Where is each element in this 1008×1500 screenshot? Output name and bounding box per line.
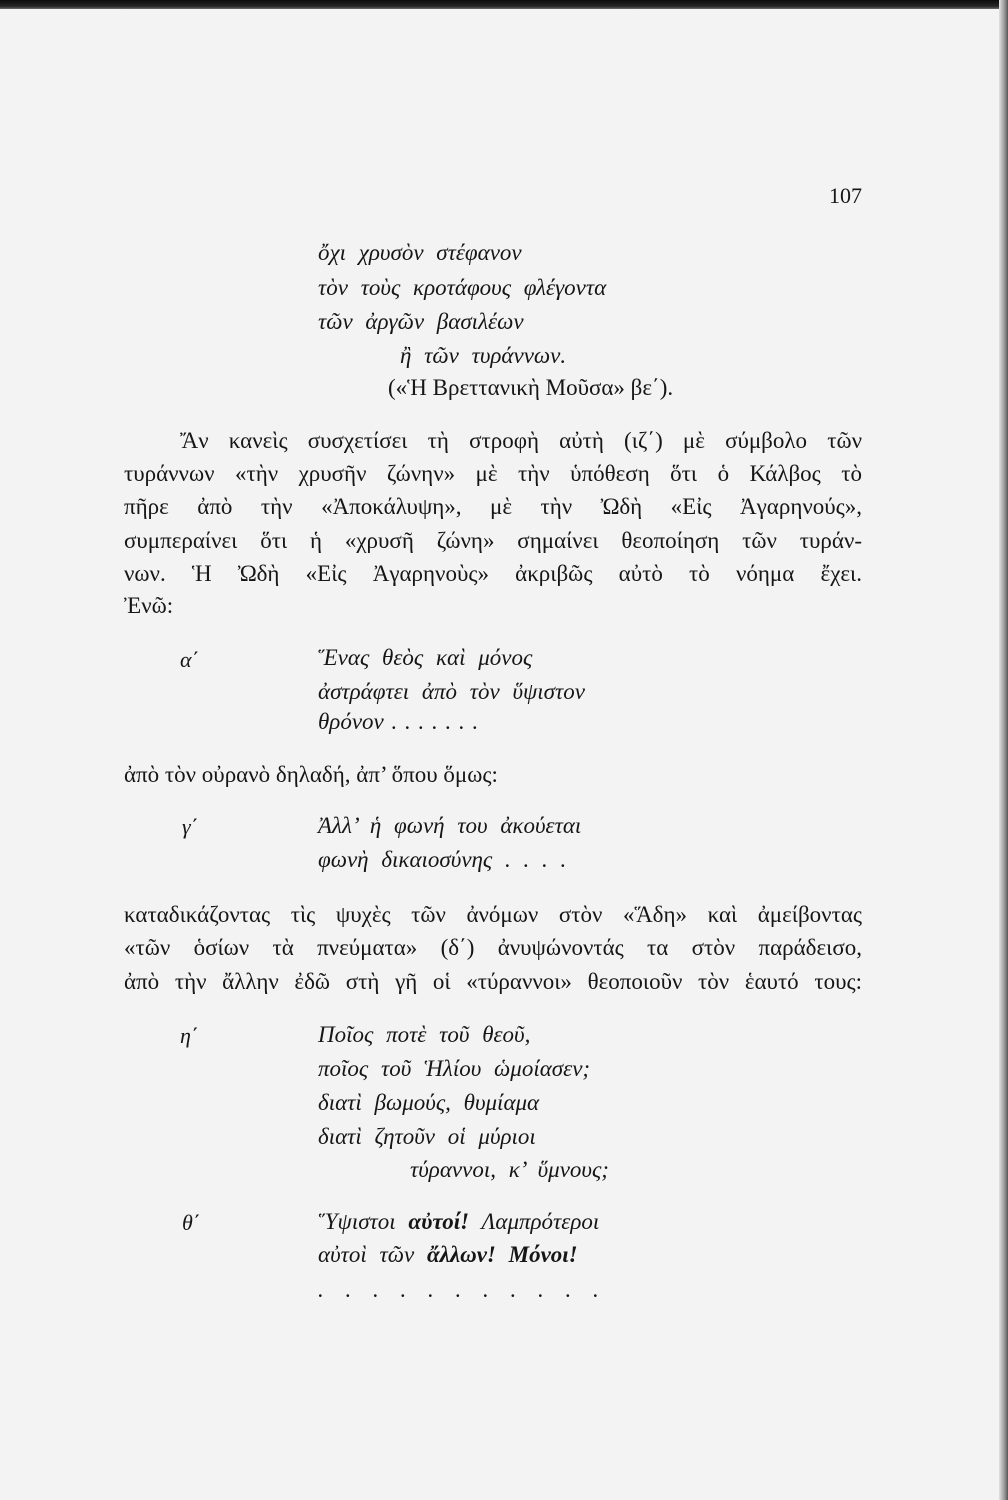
stanza-line: φωνὴ δικαιοσύνης . . . . [318, 847, 567, 872]
scan-right-edge [999, 0, 1008, 1500]
paragraph-line: Ἐνῶ: [124, 593, 174, 618]
paragraph-line: ἀπὸ τὴν ἄλλην ἐδῶ στὴ γῆ οἱ «τύραννοι» θεοποιοῦν τὸν ἑαυτό τους: [124, 969, 862, 994]
stanza-line [318, 1238, 578, 1272]
stanza-line: διατὶ βωμούς, θυμίαμα [318, 1090, 540, 1115]
scan-top-edge [0, 0, 1008, 9]
verse-line: ἢ τῶν τυράννων. [400, 343, 567, 368]
stanza-line: θρόνον . . . . . . . [318, 709, 479, 734]
stanza-line: Ἀλλ’ ἡ φωνή του ἀκούεται [318, 813, 582, 838]
stanza-emphasis: αὐτοί! [408, 1209, 470, 1234]
verse-line: τῶν ἀργῶν βασιλέων [318, 309, 524, 334]
stanza-text: αὐτοὶ τῶν [318, 1242, 427, 1267]
stanza-label: η΄ [180, 1023, 199, 1048]
stanza-label: θ΄ [182, 1210, 201, 1235]
paragraph-line: συμπεραίνει ὅτι ἡ «χρυσῆ ζώνη» σημαίνει θεοποίηση τῶν τυράν- [124, 528, 862, 553]
ellipsis-line: . . . . . . . . . . . [318, 1277, 599, 1302]
paragraph-line: «τῶν ὁσίων τὰ πνεύματα» (δ΄) ἀνυψώνοντάς τα στὸν παράδεισο, [124, 935, 862, 960]
stanza-emphasis: ἄλλων! Μόνοι! [426, 1242, 578, 1267]
paragraph-line: πῆρε ἀπὸ τὴν «Ἀποκάλυψη», μὲ τὴν Ὠδὴ «Εἰς Ἀγαρηνούς», [124, 494, 862, 519]
paragraph-line: Ἄν κανεὶς συσχετίσει τὴ στροφὴ αὐτὴ (ιζ΄) μὲ σύμβολο τῶν [180, 428, 862, 453]
stanza-line: ἀστράφτει ἀπὸ τὸν ὕψιστον [318, 679, 585, 704]
stanza-line: τύραννοι, κ’ ὕμνους; [410, 1157, 609, 1182]
stanza-line: ποῖος τοῦ Ἡλίου ὡμοίασεν; [318, 1056, 591, 1081]
verse-line: ὄχι χρυσὸν στέφανον [318, 240, 522, 265]
stanza-text: Λαμπρότεροι [469, 1209, 600, 1234]
stanza-line [318, 1205, 599, 1239]
bridge-text: ἀπὸ τὸν οὐρανὸ δηλαδή, ἀπ’ ὅπου ὅμως: [124, 762, 498, 787]
stanza-line: διατὶ ζητοῦν οἱ μύριοι [318, 1124, 536, 1149]
stanza-line: Ποῖος ποτὲ τοῦ θεοῦ, [318, 1022, 531, 1047]
paragraph-line: τυράννων «τὴν χρυσῆν ζώνην» μὲ τὴν ὑπόθεση ὅτι ὁ Κάλβος τὸ [124, 461, 862, 486]
paragraph-line: καταδικάζοντας τὶς ψυχὲς τῶν ἀνόμων στὸν «Ἅδη» καὶ ἀμείβοντας [124, 902, 862, 927]
page-number: 107 [829, 183, 862, 208]
stanza-line: Ἕνας θεὸς καὶ μόνος [318, 645, 533, 670]
verse-line: τὸν τοὺς κροτάφους φλέγοντα [318, 275, 607, 300]
stanza-label: α΄ [180, 647, 199, 672]
stanza-label: γ΄ [182, 814, 198, 839]
verse-citation: («Ἡ Βρεττανικὴ Μοῦσα» βε΄). [388, 375, 674, 400]
stanza-text: Ὕψιστοι [318, 1209, 409, 1234]
paragraph-line: νων. Ἡ Ὠδὴ «Εἰς Ἀγαρηνοὺς» ἀκριβῶς αὐτὸ τὸ νόημα ἔχει. [124, 561, 862, 586]
